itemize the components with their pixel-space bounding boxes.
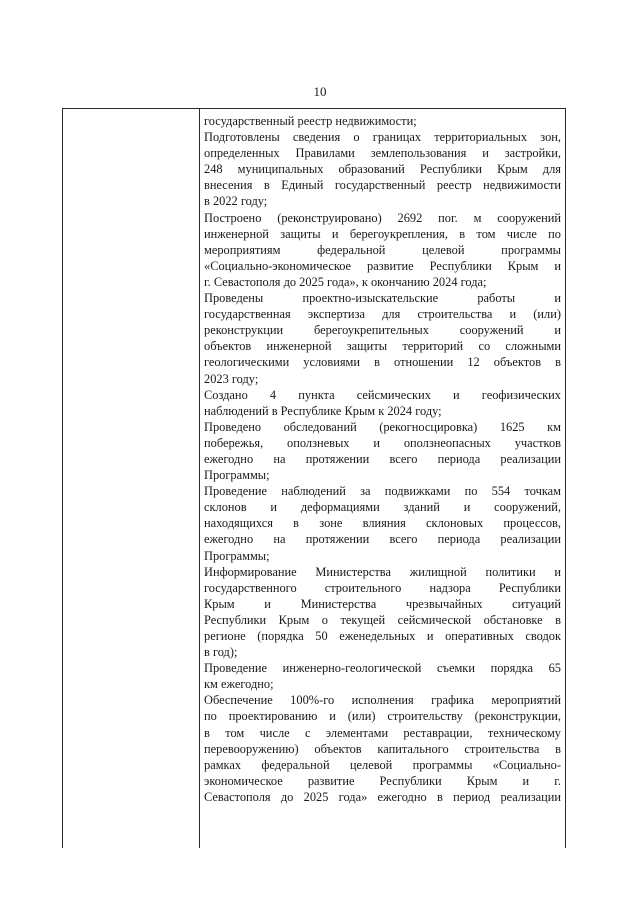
- text-line: перевооружению) объектов капитального строительства в: [204, 741, 561, 756]
- text-line: Программы;: [204, 548, 270, 563]
- text-line: экономическое развитие Республики Крым и г.: [204, 773, 561, 788]
- text-line: Проведены проектно-изыскательские работы и: [204, 291, 561, 306]
- text-line: в том числе с элементами реставрации, техническому: [204, 725, 561, 740]
- text-line: определенных Правилами землепользования и застройки,: [204, 146, 561, 161]
- text-line: внесения в Единый государственный реестр недвижимости: [204, 178, 561, 193]
- text-line: Программы;: [204, 468, 270, 483]
- text-line: Проведение наблюдений за подвижками по 554 точкам: [204, 484, 561, 499]
- text-line: Построено (реконструировано) 2692 пог. м сооружений: [204, 210, 561, 225]
- text-line: геологическими условиями в отношении 12 объектов в: [204, 355, 561, 370]
- text-line: государственного строительного надзора Республики: [204, 580, 561, 595]
- text-line: 248 муниципальных образований Республики Крым для: [204, 162, 561, 177]
- text-line: объектов инженерной защиты территорий со сложными: [204, 339, 561, 354]
- text-line: Проведено обследований (рекогносцировка) 1625 км: [204, 419, 561, 434]
- text-line: по проектированию и (или) строительству (реконструкции,: [204, 709, 561, 724]
- text-line: «Социально-экономическое развитие Республики Крым и: [204, 258, 561, 273]
- text-line: инженерной защиты и берегоукрепления, в том числе по: [204, 226, 561, 241]
- text-line: Обеспечение 100%-го исполнения графика мероприятий: [204, 693, 561, 708]
- text-line: мероприятиям федеральной целевой программы: [204, 242, 561, 257]
- text-line: Крым и Министерства чрезвычайных ситуаций: [204, 596, 561, 611]
- text-line: 2023 году;: [204, 371, 259, 386]
- text-line: г. Севастополя до 2025 года», к окончанию 2024 года;: [204, 274, 487, 289]
- text-line: в 2022 году;: [204, 194, 268, 209]
- text-line: ежегодно на протяжении всего периода реализации: [204, 451, 561, 466]
- text-line: км ежегодно;: [204, 677, 274, 692]
- text-line: государственная экспертиза для строительства и (или): [204, 307, 561, 322]
- text-line: Республики Крым о текущей сейсмической обстановке в: [204, 612, 561, 627]
- results-cell: [204, 113, 561, 805]
- text-line: реконструкции берегоукрепительных сооружений и: [204, 323, 561, 338]
- page-number: 10: [313, 84, 327, 99]
- program-table: [62, 108, 566, 848]
- text-line: наблюдений в Республике Крым к 2024 году;: [204, 403, 442, 418]
- text-line: Подготовлены сведения о границах территориальных зон,: [204, 130, 561, 145]
- text-line: рамках федеральной целевой программы «Социально-: [204, 757, 561, 772]
- text-line: Проведение инженерно-геологической съемки порядка 65: [204, 661, 561, 676]
- text-line: ежегодно на протяжении всего периода реализации: [204, 532, 561, 547]
- text-line: в год);: [204, 645, 238, 660]
- text-line: государственный реестр недвижимости;: [204, 114, 417, 128]
- text-line: побережья, оползневых и оползнеопасных участков: [204, 435, 561, 450]
- text-line: Создано 4 пункта сейсмических и геофизических: [204, 387, 561, 402]
- text-line: Севастополя до 2025 года» ежегодно в период реализации: [204, 789, 561, 804]
- text-line: находящихся в зоне влияния склоновых процессов,: [204, 516, 561, 531]
- column-divider: [199, 109, 200, 848]
- text-line: склонов и деформациями зданий и сооружений,: [204, 500, 561, 515]
- text-line: регионе (порядка 50 еженедельных и оперативных сводок: [204, 629, 561, 643]
- text-line: Информирование Министерства жилищной политики и: [204, 564, 561, 579]
